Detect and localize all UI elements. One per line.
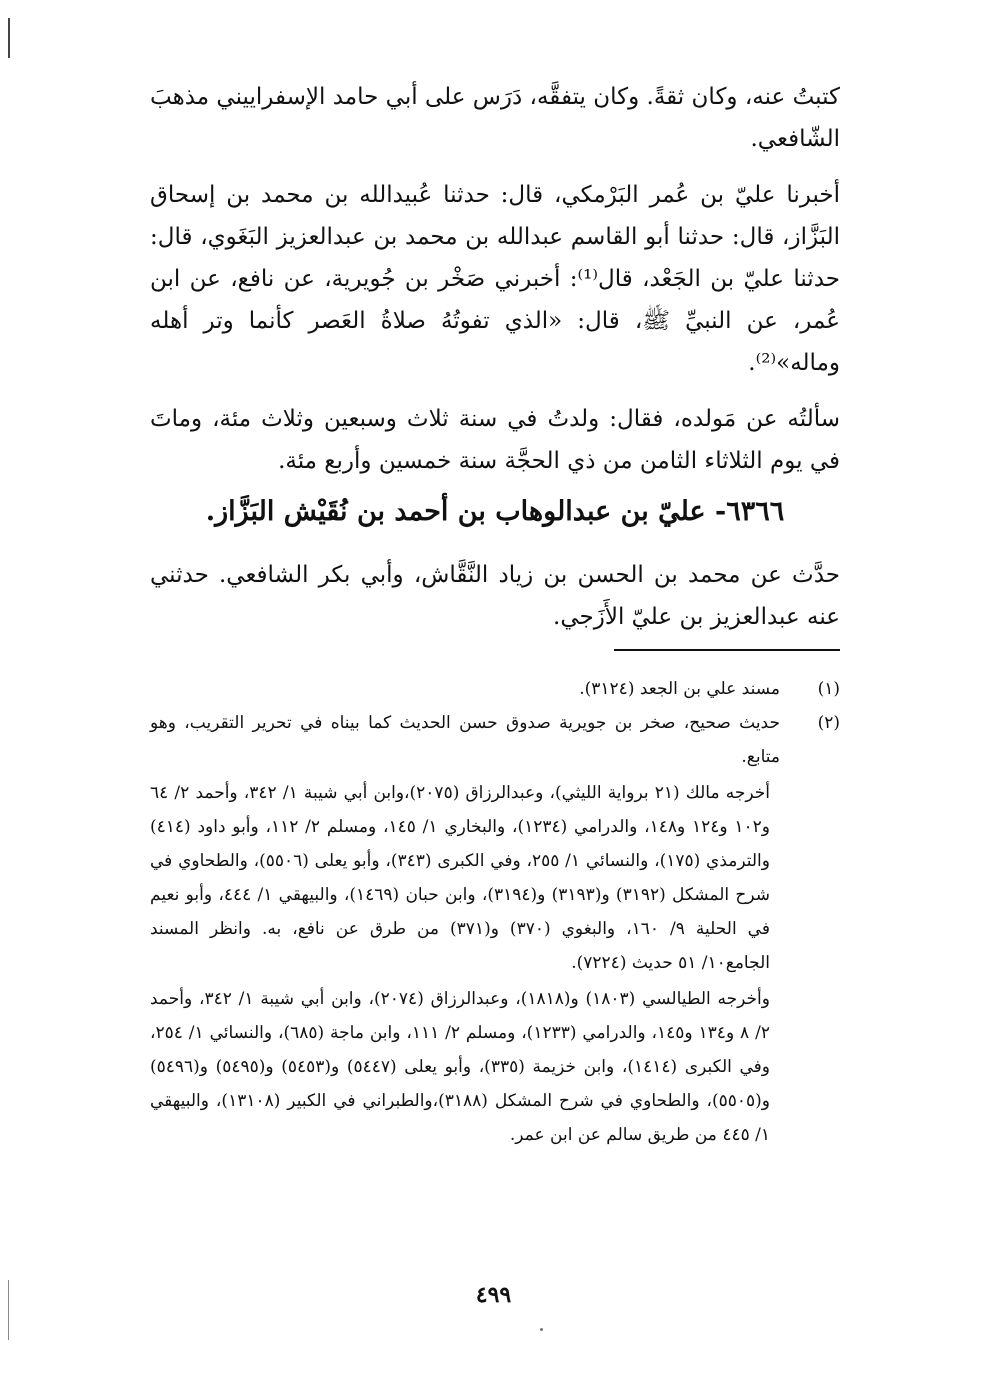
footnote-separator (614, 649, 840, 651)
footnote-text: مسند علي بن الجعد (٣١٢٤). (579, 679, 780, 699)
paragraph-entry-text: حدَّث عن محمد بن الحسن بن زياد النَّقَّاش، وأبي بكر الشافعي. حدثني عنه عبدالعزيز بن عليّ الأَزَجي. (150, 562, 840, 630)
footnote-2-takhrij: أخرجه مالك (٢١ برواية الليثي)، وعبدالرزاق (٢٠٧٥)،وابن أبي شيبة ١/ ٣٤٢، وأحمد ٢/ ٦٤ و١٠٢ و١٢٤ و١٤٨، والدرامي (١٢٣٤)، والبخاري ١/ ١٤٥، ومسلم ٢/ ١١٢، وأبو داود (٤١٤) والترمذي (١٧٥)، والنسائي ١/ ٢٥٥، وفي الكبرى (٣٤٣)، وأبو يعلى (٥٥٠٦)، والطحاوي في شرح المشكل (٣١٩٢) و(٣١٩٣) و(٣١٩٤)، وابن حبان (١٤٦٩)، والبيهقي ١/ ٤٤٤، وأبو نعيم في الحلية ٩/ ١٦٠، والبغوي (٣٧٠) و(٣٧١) من طرق عن نافع، به. وانظر المسند الجامع١٠/ ٥١ حديث (٧٢٢٤). (150, 783, 771, 973)
footnote-2 (150, 706, 840, 774)
footnotes-section (150, 672, 840, 1152)
paragraph-isnad: أخبرنا عليّ بن عُمر البَرْمكي، قال: حدثنا عُبيدالله بن محمد بن إسحاق البَزَّاز، قال: حدثنا أبو القاسم عبدالله بن محمد بن عبدالعزيز البَغَوي، قال: حدثنا عليّ بن الجَعْد، قال⁽¹⁾: أخبرني صَخْر بن جُويرية، عن نافع، عن ابن عُمر، عن النبيِّ ﷺ، قال: «الذي تفوتُهُ صلاةُ العَصر كأنما وتر أهله وماله»⁽²⁾. (150, 182, 840, 376)
footnote-1 (150, 672, 840, 706)
paragraph-continuation: كتبتُ عنه، وكان ثقةً. وكان يتفقَّه، دَرَس على أبي حامد الإسفراييني مذهبَ الشّافعي. (150, 84, 840, 152)
footnote-number: (٢) (817, 713, 840, 733)
scan-speck (540, 1328, 543, 1331)
footnote-number: (١) (817, 679, 840, 699)
paragraph-birth-death: سألتُه عن مَولده، فقال: ولدتُ في سنة ثلاث وسبعين وثلاث مئة، وماتَ في يوم الثلاثاء الثامن من ذي الحجَّة سنة خمسين وأربع مئة. (150, 406, 840, 474)
main-text-body (150, 76, 840, 652)
entry-heading: ٦٣٦٦- عليّ بن عبدالوهاب بن أحمد بن نُقَيْش البَزَّاز. (205, 496, 785, 527)
page-number: ٤٩٩ (475, 1282, 512, 1308)
footnote-text: حديث صحيح، صخر بن جويرية صدوق حسن الحديث كما بيناه في تحرير التقريب، وهو متابع. (150, 713, 780, 767)
scan-edge-mark (8, 18, 10, 58)
footnote-2-takhrij-continued: وأخرجه الطيالسي (١٨٠٣) و(١٨١٨)، وعبدالرزاق (٢٠٧٤)، وابن أبي شيبة ١/ ٣٤٢، وأحمد ٢/ ٨ و١٣٤ و١٤٥، والدرامي (١٢٣٣)، ومسلم ٢/ ١١١، وابن ماجة (٦٨٥)، والنسائي ١/ ٢٥٤، وفي الكبرى (١٤١٤)، وابن خزيمة (٣٣٥)، وأبو يعلى (٥٤٤٧) و(٥٤٥٣) و(٥٤٩٥) و(٥٤٩٦) و(٥٥٠٥)، والطحاوي في شرح المشكل (٣١٨٨)،والطبراني في الكبير (١٣١٠٨)، والبيهقي ١/ ٤٤٥ من طريق سالم عن ابن عمر. (150, 989, 770, 1145)
